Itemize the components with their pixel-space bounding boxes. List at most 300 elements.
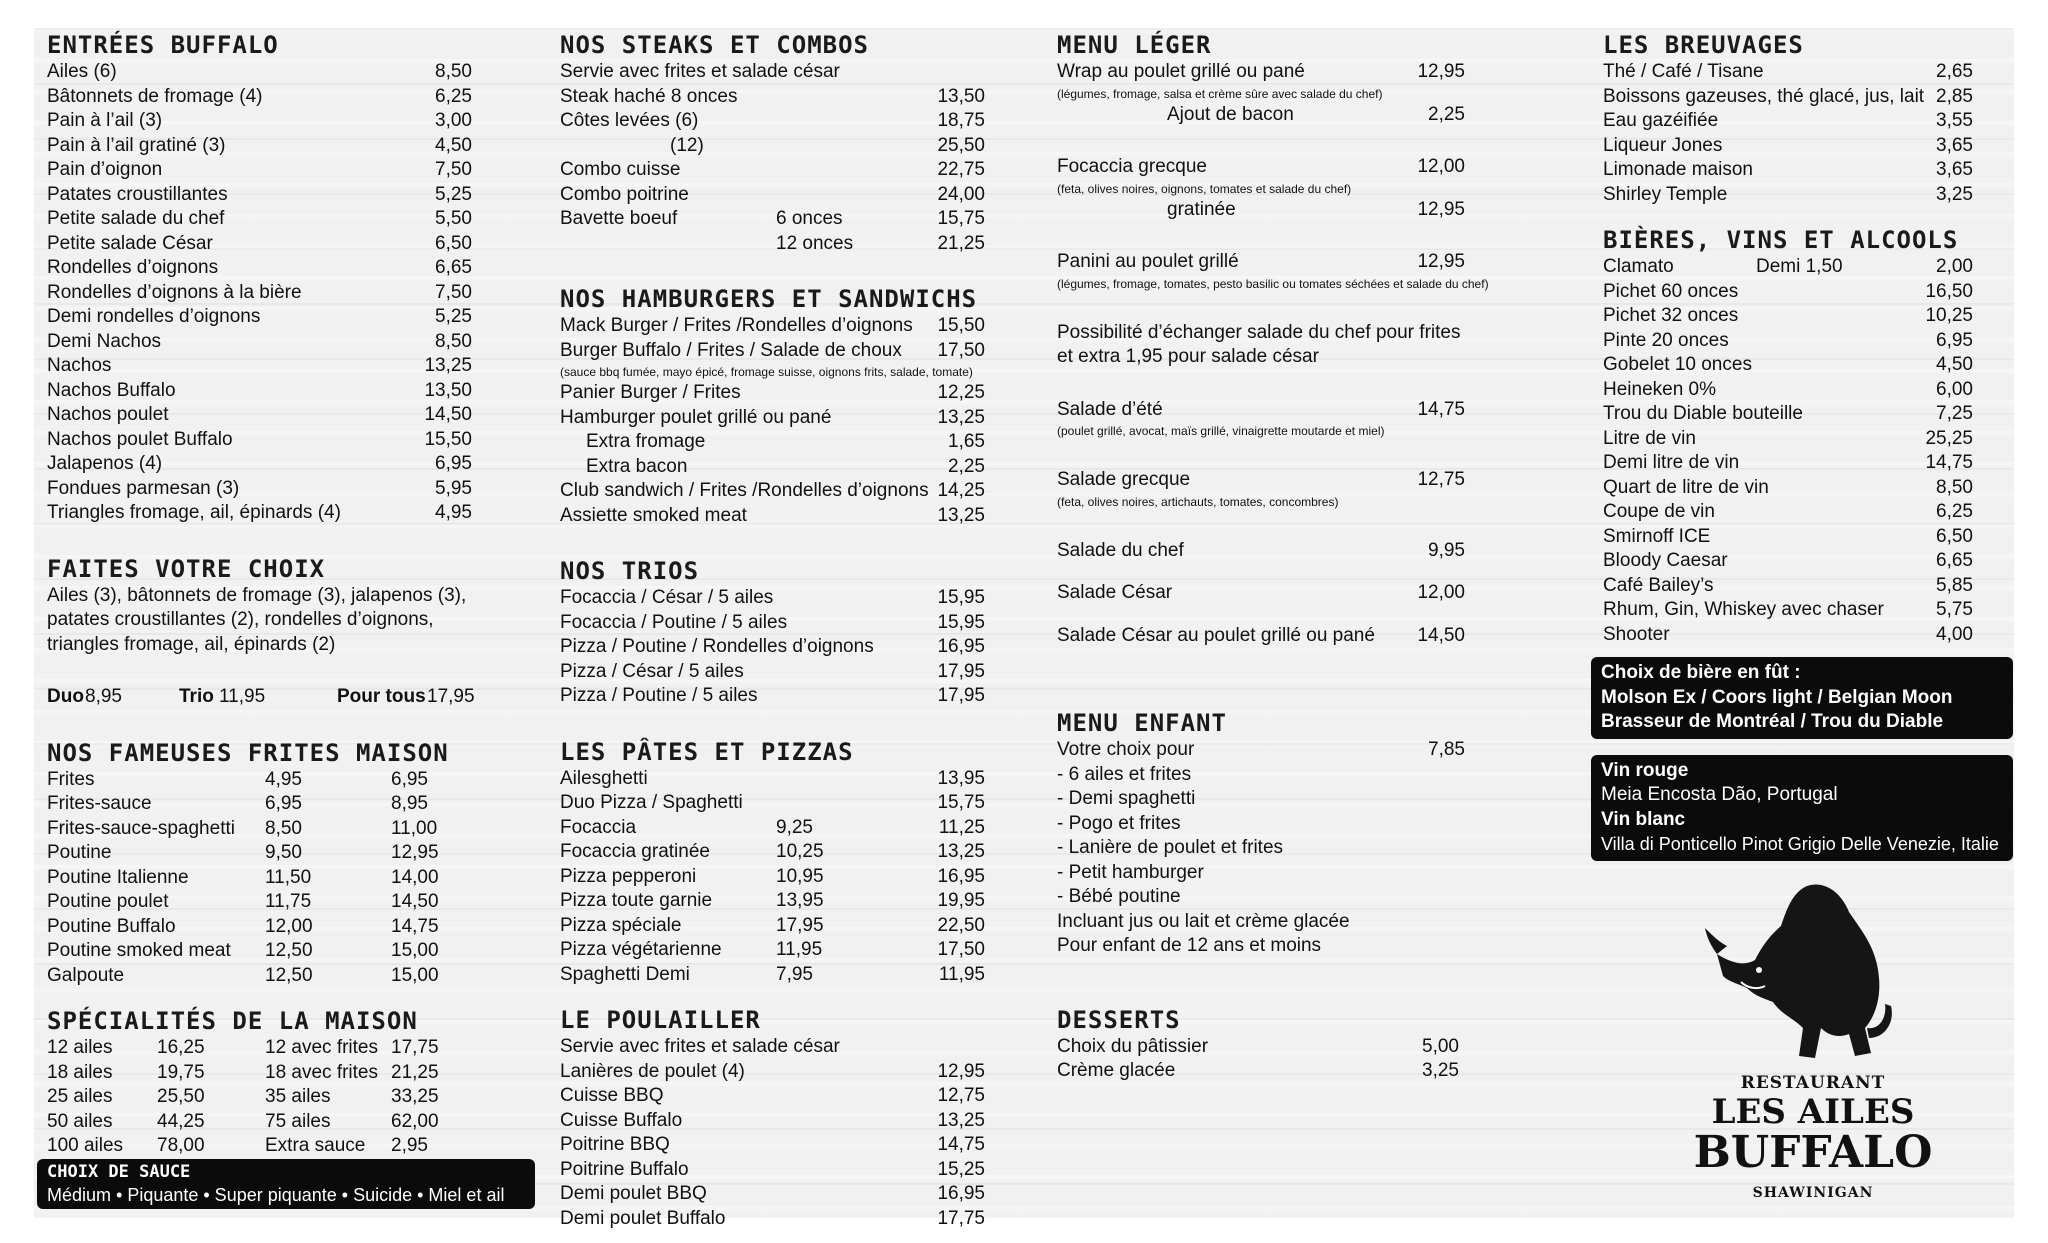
item-name: Gobelet 10 onces	[1603, 354, 1752, 375]
section-title-desserts: DESSERTS	[1057, 1005, 1181, 1034]
item-name: Nachos poulet Buffalo	[47, 428, 233, 450]
item-price: 15,50	[937, 315, 985, 336]
item-name: Pizza spéciale	[560, 914, 682, 936]
trios-list	[560, 586, 985, 709]
item-name: Pichet 60 onces	[1603, 280, 1739, 302]
menu-item	[560, 1158, 985, 1183]
column-3	[1057, 30, 1507, 1084]
item-price: 2,95	[391, 1135, 428, 1156]
item-name: Cuisse Buffalo	[560, 1109, 683, 1131]
column-4	[1603, 30, 2023, 861]
item-name: Focaccia gratinée	[560, 841, 710, 862]
item-name: Pain à l’ail (3)	[47, 110, 163, 131]
item-price-small: 9,50	[265, 842, 302, 863]
menu-item	[47, 232, 472, 257]
menu-item	[47, 841, 472, 866]
enfant-line: - Pogo et frites	[1057, 812, 1181, 834]
item-price: 14,75	[1925, 452, 1973, 473]
item-price-small: 11,95	[776, 939, 823, 960]
item-price: 16,95	[937, 636, 985, 657]
menu-item	[1603, 451, 2023, 476]
menu-item	[47, 866, 472, 891]
menu-item	[1603, 353, 2023, 378]
item-price: 15,75	[937, 208, 985, 229]
menu-item	[47, 281, 472, 306]
buffalo-icon	[1689, 878, 1937, 1068]
item-name: Pizza / César / 5 ailes	[560, 660, 744, 682]
menu-item	[560, 963, 985, 988]
item-name: Spaghetti Demi	[560, 963, 690, 985]
item-price-large: 6,95	[391, 768, 428, 790]
item-price: 5,95	[435, 477, 472, 499]
item-price-large: 14,50	[391, 891, 439, 912]
item-name: Petite salade du chef	[47, 208, 225, 229]
menu-item: Wrap au poulet grillé ou pané 12,95	[1057, 61, 1465, 82]
poulailler-list	[560, 1060, 985, 1232]
menu-item	[1603, 402, 2023, 427]
choix-line-2: patates croustillantes (2), rondelles d’oignons,	[47, 609, 434, 630]
burgers-list	[560, 314, 985, 363]
frites-list	[47, 768, 472, 989]
item-price: 22,50	[937, 914, 985, 936]
item-name: (12)	[670, 134, 704, 156]
item-price: 2,85	[1936, 85, 1973, 107]
item-price: 15,95	[937, 587, 985, 608]
item-name: Ailesghetti	[560, 767, 648, 789]
item-name: Choix du pâtissier	[1057, 1035, 1209, 1057]
section-title-trios: NOS TRIOS	[560, 557, 700, 585]
menu-item	[47, 85, 472, 110]
item-price: 25,50	[157, 1086, 205, 1107]
item-name: Demi Nachos	[47, 330, 162, 352]
item-name: 75 ailes	[265, 1110, 331, 1132]
item-price-small: 6,95	[265, 793, 302, 814]
item-price: 13,50	[937, 85, 985, 107]
logo-line-2: BUFFALO	[1693, 1127, 1933, 1178]
item-name: Mack Burger / Frites /Rondelles d’oignons	[560, 315, 913, 336]
item-price: 17,50	[937, 339, 985, 361]
vin-blanc: Villa di Ponticello Pinot Grigio Delle Venezie, Italie	[1601, 834, 1999, 854]
item-name: Pain à l’ail gratiné (3)	[47, 134, 226, 156]
menu-item	[560, 406, 985, 431]
item-price-large: 8,95	[391, 793, 428, 814]
enfant-line: - Petit hamburger	[1057, 861, 1204, 883]
item-price: 21,25	[937, 232, 985, 254]
item-price: 17,95	[937, 685, 985, 706]
menu-item	[1603, 134, 2023, 159]
item-price-small: 8,50	[265, 817, 302, 839]
bieres-list	[1603, 280, 2023, 648]
menu-item	[560, 183, 985, 208]
menu-item	[47, 256, 472, 281]
item-price: 13,25	[937, 504, 985, 526]
restaurant-logo	[1689, 878, 1937, 1218]
menu-item	[47, 403, 472, 428]
item-name: Litre de vin	[1603, 427, 1696, 449]
menu-item	[560, 660, 985, 685]
item-name: Focaccia	[560, 816, 637, 838]
menu-item: Votre choix pour 7,85	[1057, 739, 1465, 760]
menu-item	[47, 1110, 472, 1135]
item-price: 3,65	[1936, 134, 1973, 156]
sauce-title: CHOIX DE SAUCE	[47, 1161, 191, 1182]
item-price: 4,50	[435, 134, 472, 156]
trio-price: 11,95	[219, 686, 266, 707]
menu-item	[1603, 304, 2023, 329]
item-name: Fondues parmesan (3)	[47, 477, 240, 499]
menu-item	[560, 684, 985, 709]
menu-item	[47, 792, 472, 817]
item-price: 78,00	[157, 1135, 205, 1156]
item-name: Steak haché 8 onces	[560, 85, 738, 107]
item-name: Demi poulet BBQ	[560, 1183, 707, 1204]
menu-item: Clamato Demi 1,50 2,00	[1603, 256, 1973, 277]
item-name: Bâtonnets de fromage (4)	[47, 85, 263, 107]
menu-item	[47, 134, 472, 159]
item-name: Galpoute	[47, 964, 125, 986]
item-name: Demi rondelles d’oignons	[47, 306, 261, 327]
item-price: 25,25	[1925, 427, 1973, 449]
fut-line-1: Molson Ex / Coors light / Belgian Moon	[1601, 686, 1953, 708]
enfant-line: - 6 ailes et frites	[1057, 763, 1192, 785]
item-name: Quart de litre de vin	[1603, 476, 1769, 498]
menu-item: Focaccia grecque 12,00	[1057, 156, 1465, 177]
item-name: Frites	[47, 768, 95, 790]
item-name: Rhum, Gin, Whiskey avec chaser	[1603, 599, 1884, 620]
section-title-enfant: MENU ENFANT	[1057, 709, 1227, 737]
menu-item	[560, 1182, 985, 1207]
item-price: 6,25	[435, 85, 472, 107]
menu-item	[560, 339, 985, 364]
menu-item	[47, 1134, 472, 1159]
item-name: 12 ailes	[47, 1037, 113, 1058]
menu-item	[47, 379, 472, 404]
pates-list	[560, 767, 985, 988]
item-price: 13,25	[424, 355, 472, 376]
item-price: 4,95	[435, 502, 472, 523]
item-price: 4,50	[1936, 354, 1973, 375]
logo-city: SHAWINIGAN	[1752, 1185, 1874, 1201]
item-name: Assiette smoked meat	[560, 504, 747, 526]
item-price: 5,85	[1936, 574, 1973, 596]
menu-item	[560, 767, 985, 792]
item-name: Café Bailey’s	[1603, 574, 1714, 596]
item-name: Poutine smoked meat	[47, 940, 231, 961]
item-price: 11,25	[938, 816, 985, 838]
item-name: 18 avec frites	[265, 1061, 378, 1083]
section-title-choix: FAITES VOTRE CHOIX	[47, 554, 326, 583]
menu-item	[560, 479, 985, 504]
menu-item	[560, 1109, 985, 1134]
item-price: 18,75	[937, 110, 985, 131]
item-price: 13,25	[937, 406, 985, 428]
item-name: Eau gazéifiée	[1603, 110, 1719, 131]
vin-rouge: Meia Encosta Dão, Portugal	[1601, 784, 1838, 805]
item-price-small: 12,50	[265, 964, 313, 986]
item-price: 1,65	[948, 431, 985, 452]
poulailler-subtitle: Servie avec frites et salade césar	[560, 1036, 840, 1057]
item-price: 19,75	[157, 1061, 205, 1083]
enfant-line: Pour enfant de 12 ans et moins	[1057, 935, 1322, 956]
section-title-pates: LES PÂTES ET PIZZAS	[560, 737, 854, 766]
menu-item	[47, 964, 472, 989]
item-price-small: 10,95	[776, 865, 824, 887]
item-price: 17,75	[391, 1037, 439, 1058]
item-price: 6,50	[435, 232, 472, 254]
item-price: 22,75	[937, 159, 985, 180]
item-name: Nachos poulet	[47, 404, 169, 425]
menu-item	[47, 354, 472, 379]
duo-label: Duo	[47, 686, 84, 707]
item-name: Bloody Caesar	[1603, 550, 1728, 571]
menu-item	[1603, 60, 2023, 85]
item-price-large: 15,00	[391, 964, 439, 986]
item-name: Nachos Buffalo	[47, 379, 176, 401]
item-price: 16,50	[1925, 280, 1973, 302]
item-price: 62,00	[391, 1110, 439, 1132]
item-price: 19,95	[937, 890, 985, 911]
menu-item: Panini au poulet grillé 12,95	[1057, 251, 1465, 272]
item-name: Boissons gazeuses, thé glacé, jus, lait	[1603, 85, 1925, 107]
item-name: Thé / Café / Tisane	[1603, 61, 1764, 82]
sauce-box	[37, 1159, 535, 1209]
item-name: Coupe de vin	[1603, 501, 1715, 522]
item-name: Pizza végétarienne	[560, 939, 722, 960]
item-name: 35 ailes	[265, 1086, 331, 1107]
item-price: 2,65	[1936, 61, 1973, 82]
desserts-list	[1057, 1035, 1507, 1084]
menu-item	[47, 183, 472, 208]
item-price-small: 11,50	[265, 866, 312, 888]
item-price: 5,75	[1936, 599, 1973, 620]
item-price: 6,95	[1936, 329, 1973, 351]
item-name: Shirley Temple	[1603, 183, 1728, 205]
menu-item	[47, 1085, 472, 1110]
item-price-small: 4,95	[265, 768, 302, 790]
menu-item	[560, 207, 985, 232]
enfant-line: - Bébé poutine	[1057, 886, 1181, 907]
item-name: 50 ailes	[47, 1110, 113, 1132]
menu-item	[1603, 623, 2023, 648]
item-name: Duo Pizza / Spaghetti	[560, 792, 743, 813]
item-price: 15,75	[937, 792, 985, 813]
vin-box	[1591, 755, 2013, 861]
item-name: Pizza / Poutine / Rondelles d’oignons	[560, 636, 874, 657]
item-note: (feta, olives noires, oignons, tomates et salade du chef)	[1057, 181, 1352, 196]
section-title-specialites: SPÉCIALITÉS DE LA MAISON	[47, 1007, 418, 1035]
enfant-line: - Demi spaghetti	[1057, 788, 1196, 809]
fut-box	[1591, 657, 2013, 739]
item-name: Extra fromage	[586, 431, 706, 452]
item-price-large: 11,00	[391, 817, 438, 839]
item-note: (légumes, fromage, salsa et crème sûre avec salade du chef)	[1057, 86, 1383, 101]
item-name: Crème glacée	[1057, 1060, 1176, 1081]
menu-item: gratinée 12,95	[1167, 198, 1465, 220]
menu-item	[1603, 500, 2023, 525]
menu-item	[560, 232, 985, 257]
item-price: 7,50	[435, 281, 472, 303]
item-name: Poutine Buffalo	[47, 915, 176, 937]
menu-item	[1603, 85, 2023, 110]
item-name: Burger Buffalo / Frites / Salade de choux	[560, 339, 902, 361]
item-name: Poutine	[47, 842, 112, 863]
item-name: 100 ailes	[47, 1135, 124, 1156]
item-name: Pinte 20 onces	[1603, 329, 1729, 351]
item-name: Combo cuisse	[560, 159, 681, 180]
item-price: 7,25	[1936, 403, 1973, 424]
menu-item	[560, 938, 985, 963]
item-name: Pizza pepperoni	[560, 865, 697, 887]
item-name: 18 ailes	[47, 1061, 113, 1083]
item-price: 14,50	[424, 404, 472, 425]
item-price-large: 12,95	[391, 842, 439, 863]
item-note: (feta, olives noires, artichauts, tomates, concombres)	[1057, 494, 1339, 509]
item-price-small: 12,50	[265, 940, 313, 961]
item-price: 21,25	[391, 1061, 439, 1083]
item-price: 3,65	[1936, 159, 1973, 180]
item-price: 6,65	[1936, 550, 1973, 571]
menu-item	[560, 840, 985, 865]
steaks-subtitle: Servie avec frites et salade césar	[560, 61, 840, 82]
item-price: 12,75	[937, 1085, 985, 1106]
item-name: Ailes (6)	[47, 61, 117, 82]
sauce-list: Médium • Piquante • Super piquante • Suicide • Miel et ail	[47, 1184, 505, 1205]
item-price: 6,25	[1936, 501, 1973, 522]
item-price-small: 12,00	[265, 915, 313, 937]
item-price: 13,25	[937, 841, 985, 862]
item-price: 3,00	[435, 110, 472, 131]
item-price: 8,50	[435, 61, 472, 82]
menu-item	[47, 207, 472, 232]
menu-item	[560, 134, 985, 159]
menu-item	[47, 817, 472, 842]
item-price-large: 15,00	[391, 940, 439, 961]
menu-item	[47, 428, 472, 453]
menu-item	[47, 939, 472, 964]
item-price-small: 13,95	[776, 890, 824, 911]
menu-item	[47, 768, 472, 793]
item-name: Shooter	[1603, 623, 1670, 645]
item-price: 10,25	[1925, 305, 1973, 326]
item-name: 25 ailes	[47, 1086, 113, 1107]
item-price: 5,50	[435, 208, 472, 229]
menu-item	[47, 890, 472, 915]
menu-item	[560, 1207, 985, 1232]
menu-item	[560, 635, 985, 660]
tous-label: Pour tous	[337, 686, 426, 707]
item-name: Côtes levées (6)	[560, 110, 699, 131]
item-price-small: 17,95	[776, 914, 824, 936]
item-name: Focaccia / Poutine / 5 ailes	[560, 611, 788, 633]
item-price: 13,50	[424, 379, 472, 401]
item-price: 5,25	[435, 183, 472, 205]
menu-item	[1057, 1035, 1507, 1060]
item-price: 16,25	[157, 1037, 205, 1058]
menu-item	[560, 586, 985, 611]
item-name: Triangles fromage, ail, épinards (4)	[47, 502, 341, 523]
item-name: Pain d’oignon	[47, 159, 163, 180]
section-title-leger: MENU LÉGER	[1057, 31, 1212, 59]
item-price: 16,95	[937, 1183, 985, 1204]
menu-item	[47, 305, 472, 330]
menu-item	[47, 915, 472, 940]
item-name: Demi poulet Buffalo	[560, 1207, 726, 1229]
item-price: 5,00	[1422, 1035, 1459, 1057]
item-price: 3,25	[1422, 1060, 1459, 1081]
item-price: 16,95	[937, 865, 985, 887]
item-name: Hamburger poulet grillé ou pané	[560, 406, 832, 428]
item-price: 15,25	[937, 1158, 985, 1180]
item-price: 3,25	[1936, 183, 1973, 205]
item-name: Smirnoff ICE	[1603, 525, 1711, 547]
item-name: Pizza toute garnie	[560, 890, 713, 911]
item-price-large: 14,00	[391, 866, 439, 888]
item-price: 8,50	[435, 330, 472, 352]
item-price: 6,65	[435, 257, 472, 278]
item-price-large: 14,75	[391, 915, 439, 937]
vin-rouge-label: Vin rouge	[1601, 759, 1689, 781]
section-title-entrees: ENTRÉES BUFFALO	[47, 31, 279, 59]
choix-prices	[47, 685, 475, 710]
item-price-small: 6 onces	[776, 208, 843, 229]
menu-item	[560, 85, 985, 110]
menu-item	[47, 330, 472, 355]
menu-item	[1603, 378, 2023, 403]
item-price: 2,25	[948, 455, 985, 477]
menu-item	[1603, 476, 2023, 501]
item-name: Poutine poulet	[47, 891, 169, 912]
item-price: 5,25	[435, 306, 472, 327]
item-price: 15,50	[424, 428, 472, 450]
item-price: 13,25	[937, 1109, 985, 1131]
item-price: 15,95	[937, 611, 985, 633]
item-name: Bavette boeuf	[560, 208, 678, 229]
menu-item	[560, 791, 985, 816]
menu-item	[47, 1036, 472, 1061]
section-title-poulailler: LE POULAILLER	[560, 1006, 761, 1034]
fut-title: Choix de bière en fût :	[1601, 662, 1801, 683]
menu-item	[1603, 574, 2023, 599]
item-price: 11,95	[938, 963, 985, 985]
item-name: Nachos	[47, 355, 112, 376]
menu-item	[560, 504, 985, 529]
duo-price: 8,95	[85, 686, 122, 707]
burgers-list-2	[560, 381, 985, 528]
item-name: Panier Burger / Frites	[560, 382, 741, 403]
item-name: Pichet 32 onces	[1603, 305, 1739, 326]
item-name: Combo poitrine	[560, 183, 689, 205]
item-name: Club sandwich / Frites /Rondelles d’oignons	[560, 480, 929, 501]
item-price: 4,00	[1936, 623, 1973, 645]
item-name: Liqueur Jones	[1603, 134, 1723, 156]
item-price: 6,50	[1936, 525, 1973, 547]
item-price-small: 10,25	[776, 841, 824, 862]
menu-item: Salade César au poulet grillé ou pané 14,50	[1057, 624, 1465, 646]
menu-item	[560, 1060, 985, 1085]
menu-item	[47, 60, 472, 85]
menu-item	[560, 1133, 985, 1158]
item-name: Frites-sauce	[47, 793, 152, 814]
menu-item	[1603, 549, 2023, 574]
menu-item	[1057, 1059, 1507, 1084]
steaks-list	[560, 85, 985, 257]
item-name: Jalapenos (4)	[47, 453, 163, 474]
menu-item	[47, 477, 472, 502]
item-name: 12 avec frites	[265, 1037, 378, 1058]
item-name: Limonade maison	[1603, 159, 1753, 180]
item-price-small: 11,75	[265, 891, 312, 912]
menu-item: Salade grecque 12,75	[1057, 469, 1465, 490]
